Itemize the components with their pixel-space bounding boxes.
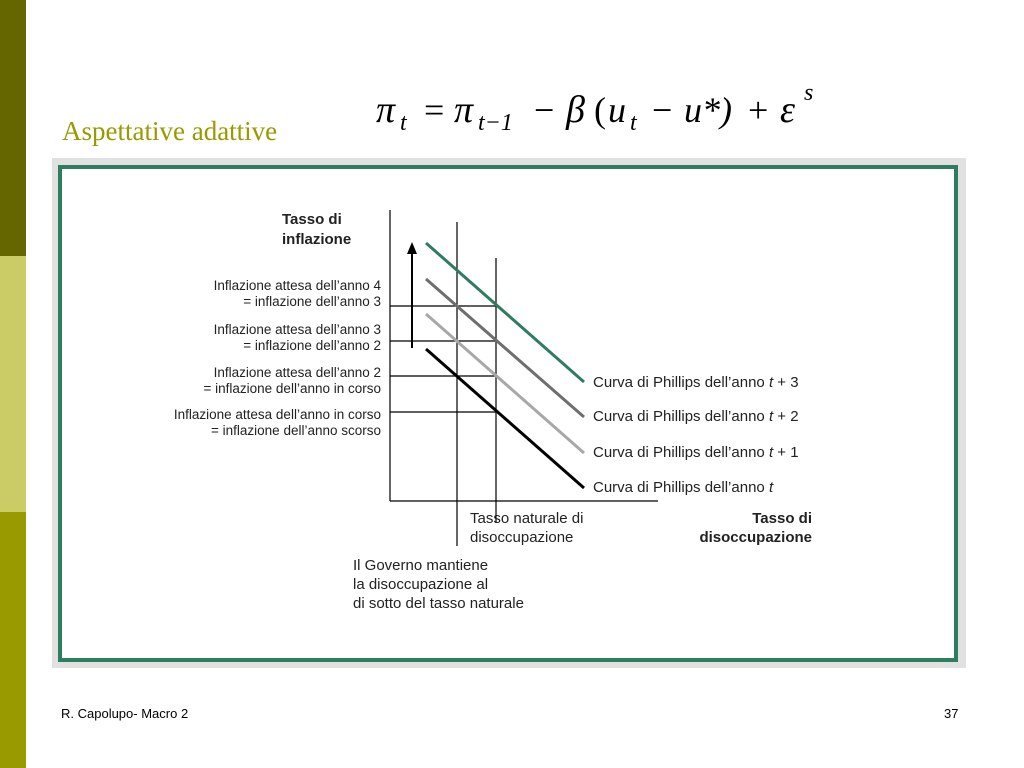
natural-rate-label-line-1: Tasso naturale di [470,510,584,527]
formula-sub-t1: t−1 [478,110,513,136]
formula-sub-t: t [400,110,407,136]
formula-pi-t: π [376,89,396,131]
formula-equals: = [424,90,445,130]
y-label-4-line-1: Inflazione attesa dell’anno 4 [213,278,381,293]
x-axis-title-line-2: disoccupazione [699,529,812,546]
natural-rate-label-line-2: disoccupazione [470,529,574,546]
formula-minus: − [534,90,555,130]
curve-label-t3: Curva di Phillips dell’anno t + 3 [593,374,799,391]
formula-minus-2: − [652,90,673,130]
formula-pi-t1: π [454,89,474,131]
phillips-equation [360,72,830,142]
curve-label-t2: Curva di Phillips dell’anno t + 2 [593,408,799,425]
footer-author: R. Capolupo- Macro 2 [61,706,189,721]
y-label-2-line-1: Inflazione attesa dell’anno 2 [213,365,381,380]
formula-sub-ut: t [630,110,637,136]
formula-beta: β [566,89,585,131]
y-axis-title-line-2: inflazione [282,231,352,248]
formula-sup-s: s [804,80,814,106]
y-label-2-line-2: = inflazione dell’anno in corso [203,381,381,396]
formula-epsilon: ε [780,89,795,131]
phillips-figure [52,158,966,668]
formula-ustar: u*) [684,90,732,130]
government-note-line-1: Il Governo mantiene [353,557,489,574]
y-label-3-line-1: Inflazione attesa dell’anno 3 [213,322,381,337]
side-band-bottom [0,512,26,768]
y-label-3-line-2: = inflazione dell’anno 2 [243,338,381,353]
y-label-4-line-2: = inflazione dell’anno 3 [243,294,381,309]
slide-title: Aspettative adattive [62,116,278,146]
government-note-line-2: la disoccupazione al [353,576,489,593]
side-band-middle [0,256,26,512]
x-axis-title-line-1: Tasso di [752,510,812,527]
government-note-line-3: di sotto del tasso naturale [353,595,524,612]
formula-u-t: u [608,90,626,130]
formula-open-paren: ( [594,90,606,130]
y-axis-title-line-1: Tasso di [282,211,342,228]
formula-plus: + [748,90,769,130]
y-label-1-line-2: = inflazione dell’anno scorso [211,423,381,438]
curve-label-t1: Curva di Phillips dell’anno t + 1 [593,444,799,461]
page-number: 37 [944,706,959,721]
curve-label-t: Curva di Phillips dell’anno t [593,479,774,496]
y-label-1-line-1: Inflazione attesa dell’anno in corso [173,407,381,422]
side-band-top [0,0,26,256]
